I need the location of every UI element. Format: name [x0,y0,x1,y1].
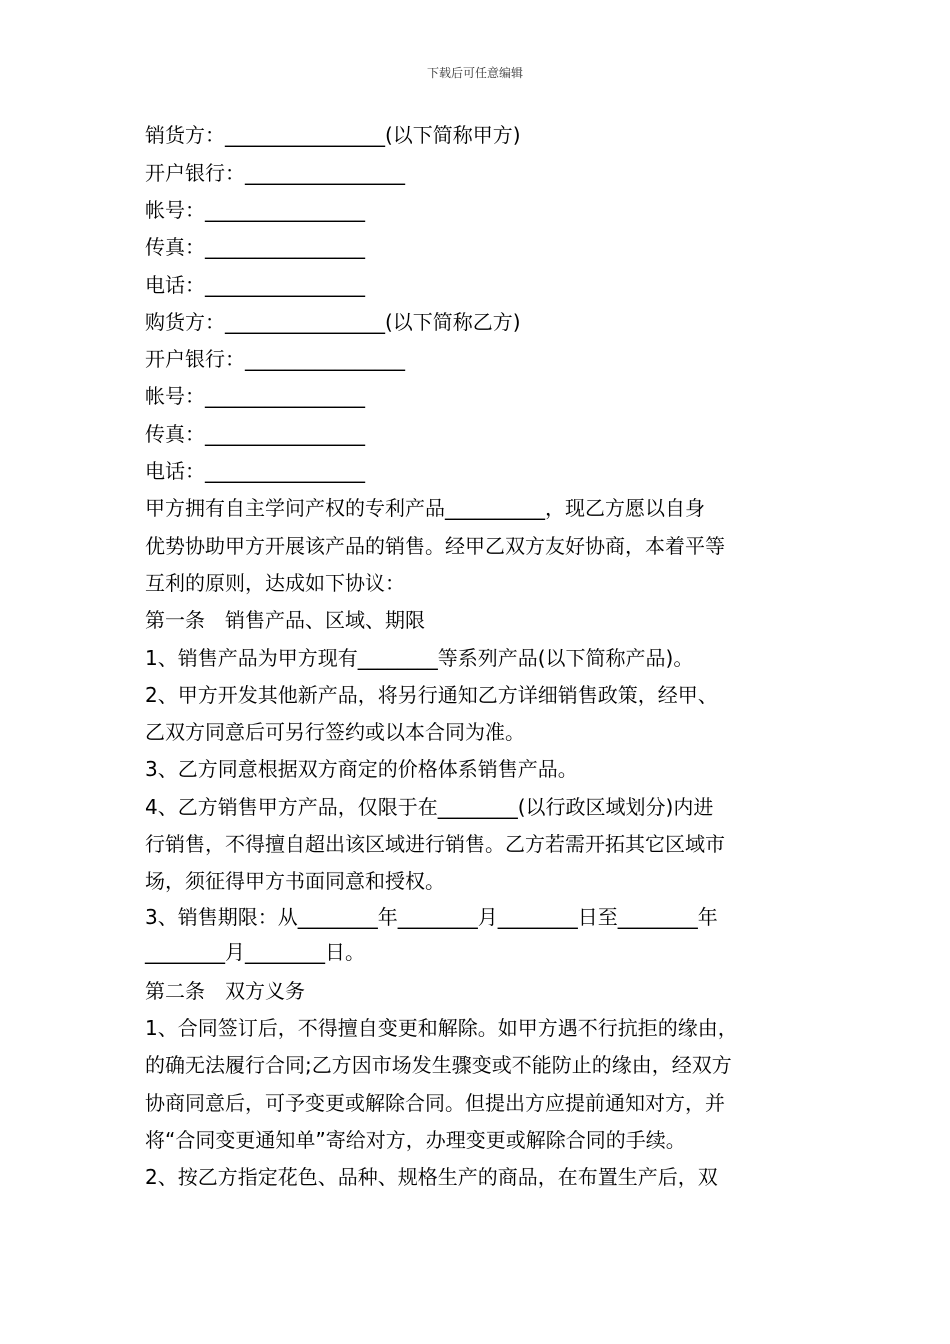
contract-line: 传真：________________ [145,422,365,446]
contract-line: 乙双方同意后可另行签约或以本合同为准。 [145,720,525,744]
contract-line: 4、乙方销售甲方产品，仅限于在________(以行政区域划分)内进 [145,795,714,819]
contract-line: 购货方：________________(以下简称乙方) [145,310,521,334]
contract-line: 场，须征得甲方书面同意和授权。 [145,869,445,893]
contract-line: 2、甲方开发其他新产品，将另行通知乙方详细销售政策，经甲、 [145,683,718,707]
contract-line: 电话：________________ [145,459,365,483]
contract-line: 帐号：________________ [145,198,365,222]
page-header: 下载后可任意编辑 [426,66,523,80]
contract-line: 1、销售产品为甲方现有________等系列产品(以下简称产品)。 [145,646,694,670]
contract-line: 行销售，不得擅自超出该区域进行销售。乙方若需开拓其它区域市 [145,832,725,856]
contract-line: 甲方拥有自主学问产权的专利产品__________，现乙方愿以自身 [145,496,705,520]
contract-line: 的确无法履行合同;乙方因市场发生骤变或不能防止的缘由，经双方 [145,1053,732,1077]
contract-line: 3、乙方同意根据双方商定的价格体系销售产品。 [145,757,578,781]
contract-line: 2、按乙方指定花色、品种、规格生产的商品，在布置生产后，双 [145,1165,718,1189]
contract-line: 开户银行：________________ [145,161,405,185]
contract-line: 销货方：________________(以下简称甲方) [145,123,521,147]
contract-line: 1、合同签订后，不得擅自变更和解除。如甲方遇不行抗拒的缘由， [145,1016,738,1040]
contract-line: 传真：________________ [145,235,365,259]
contract-line: 协商同意后，可予变更或解除合同。但提出方应提前通知对方，并 [145,1091,725,1115]
contract-line: ________月________日。 [145,940,365,964]
contract-line: 互利的原则，达成如下协议： [145,571,405,595]
contract-line: 第一条 销售产品、区域、期限 [145,608,425,632]
contract-line: 帐号：________________ [145,384,365,408]
contract-line: 电话：________________ [145,273,365,297]
contract-line: 开户银行：________________ [145,347,405,371]
contract-line: 将“合同变更通知单”寄给对方，办理变更或解除合同的手续。 [145,1128,686,1152]
contract-line: 第二条 双方义务 [145,979,305,1003]
contract-line: 3、销售期限：从________年________月________日至________年 [145,905,718,929]
contract-line: 优势协助甲方开展该产品的销售。经甲乙双方友好协商，本着平等 [145,534,725,558]
